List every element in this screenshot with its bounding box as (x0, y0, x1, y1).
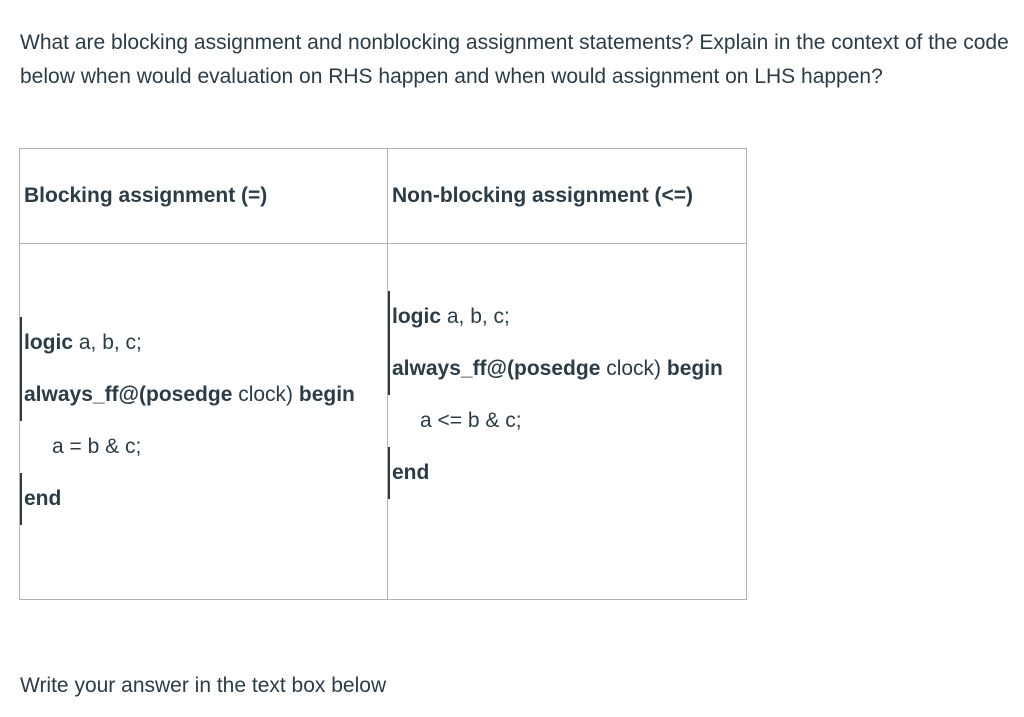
keyword: always_ff@(posedge (24, 382, 233, 406)
keyword: begin (298, 382, 355, 406)
table-code-row (20, 244, 747, 600)
code-text: a, b, c; (441, 304, 510, 328)
keyword: end (24, 486, 62, 510)
nonblocking-code-line-3: a <= b & c; (420, 408, 522, 432)
nonblocking-header: Non-blocking assignment (<=) (388, 149, 747, 244)
code-text: clock) (600, 356, 667, 380)
keyword: end (392, 460, 430, 484)
nonblocking-code-block (392, 291, 746, 501)
code-text: clock) (232, 382, 299, 406)
blocking-code-line-2 (20, 369, 387, 421)
keyword: logic (392, 304, 442, 328)
comparison-table (19, 148, 747, 600)
blocking-code-cell (20, 244, 388, 600)
nonblocking-code-line-2 (388, 343, 746, 395)
blocking-header: Blocking assignment (=) (20, 149, 388, 244)
keyword: begin (666, 356, 723, 380)
blocking-code-line-4 (20, 473, 387, 525)
blocking-code-line-1 (20, 317, 387, 369)
nonblocking-code-line-1 (388, 291, 746, 343)
table-header-row (20, 149, 747, 244)
nonblocking-code-line-4 (388, 447, 746, 499)
question-text: What are blocking assignment and nonblocking assignment statements? Explain in the context of the code below when would evaluation on RHS happen and when would assignment on LHS happen? (20, 31, 1009, 88)
blocking-code-block (24, 317, 387, 527)
blocking-code-line-3: a = b & c; (52, 434, 142, 458)
keyword: logic (24, 330, 74, 354)
code-text: a, b, c; (73, 330, 142, 354)
answer-instruction: Write your answer in the text box below (20, 674, 387, 697)
nonblocking-code-cell (388, 244, 747, 600)
keyword: always_ff@(posedge (392, 356, 601, 380)
